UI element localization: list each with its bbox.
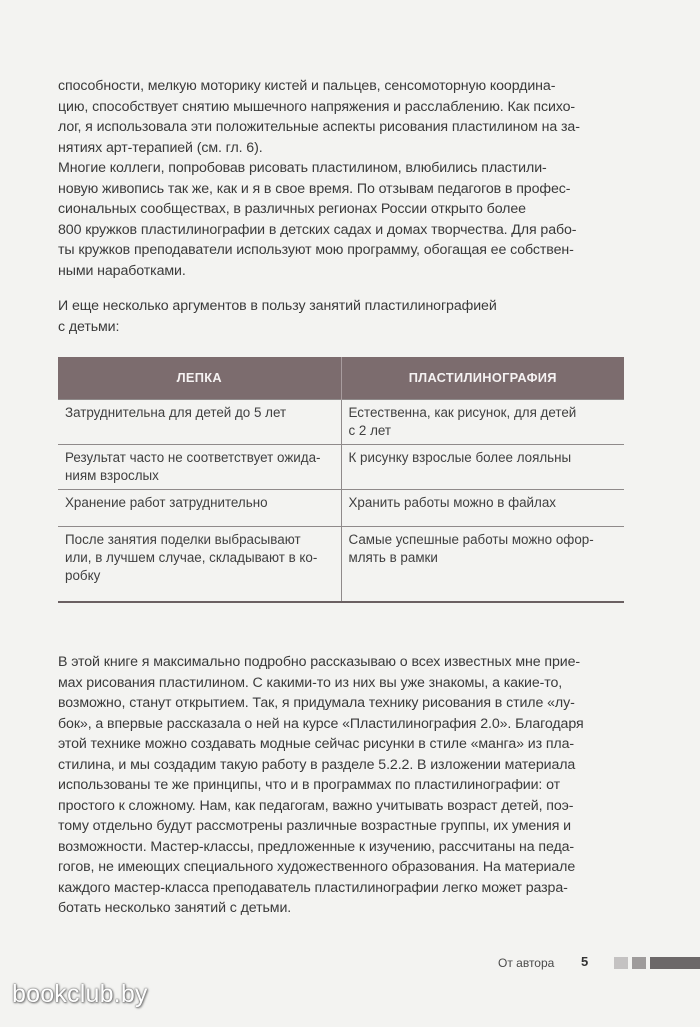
running-footer-section: От автора (498, 956, 555, 970)
table-row (58, 490, 624, 527)
table-cell: Результат часто не соответствует ожида- ниям взрослых (58, 445, 341, 490)
table-header-row (58, 357, 624, 400)
page-number: 5 (581, 954, 589, 969)
table-cell: Хранение работ затруднительно (58, 490, 341, 527)
paragraph-intro-continued: способности, мелкую моторику кистей и пальцев, сенсомоторную координа- цию, способствует снятию мышечного напряжения и расслаблению. Как психо- лог, я использовала эти положительные аспекты рисования пластилином на за- нятиях арт-терапией (см. гл. 6). (58, 78, 580, 156)
table-cell: К рисунку взрослые более лояльны (341, 445, 624, 490)
paragraph-arguments-lead: И еще несколько аргументов в пользу занятий пластилинографией с детьми: (58, 298, 497, 335)
table-row (58, 445, 624, 490)
paragraph-book-overview: В этой книге я максимально подробно рассказываю о всех известных мне прие- мах рисования пластилином. С какими-то из них вы уже знакомы, а какие-то, возможно, станут открытием. Так, я придумала технику рисования в стиле «лу- бок», а впервые рассказала о ней на курсе «Пластилинография 2.0». Благодаря этой технике можно создавать модные сейчас рисунки в стиле «манга» из пла- стилина, и мы создадим такую работу в разделе 5.2.2. В изложении материала использованы те же принципы, что и в программах по пластилинографии: от простого к сложному. Нам, как педагогам, важно учитывать возраст детей, поэ- тому отдельно будут рассмотрены различные возрастные группы, их умения и возможности. Мастер-классы, предложенные к изучению, рассчитаны на педа- гогов, не имеющих специального художественного образования. На материале каждого мастер-класса преподаватель пластилинографии легко может разра- ботать несколько занятий с детьми. (58, 654, 584, 916)
table-row (58, 527, 624, 603)
table-cell: После занятия поделки выбрасывают или, в лучшем случае, складывают в ко- робку (58, 527, 341, 603)
paragraph-colleagues: Многие коллеги, попробовав рисовать пластилином, влюбились пластили- новую живопись так же, как и я в свое время. По отзывам педагогов в профес- сиональных сообществах, в различных регионах России открыто более 800 кружков пластилинографии в детских садах и домах творчества. Для рабо- ты кружков преподаватели используют мою программу, обогащая ее собствен- ными наработками. (58, 160, 577, 279)
table-cell: Затруднительна для детей до 5 лет (58, 400, 341, 445)
comparison-table (58, 357, 624, 603)
table-row (58, 400, 624, 445)
column-header-lepka: ЛЕПКА (58, 357, 341, 400)
footer-decor-block-dark (650, 957, 700, 969)
table-cell: Самые успешные работы можно офор- млять в рамки (341, 527, 624, 603)
column-header-plastilinografia: ПЛАСТИЛИНОГРАФИЯ (341, 357, 624, 400)
footer-decor-block-light (614, 957, 628, 969)
watermark-text: bookclub.by (12, 980, 148, 1008)
table-cell: Естественна, как рисунок, для детей с 2 лет (341, 400, 624, 445)
footer-decor-block-mid (632, 957, 646, 969)
table-cell: Хранить работы можно в файлах (341, 490, 624, 527)
